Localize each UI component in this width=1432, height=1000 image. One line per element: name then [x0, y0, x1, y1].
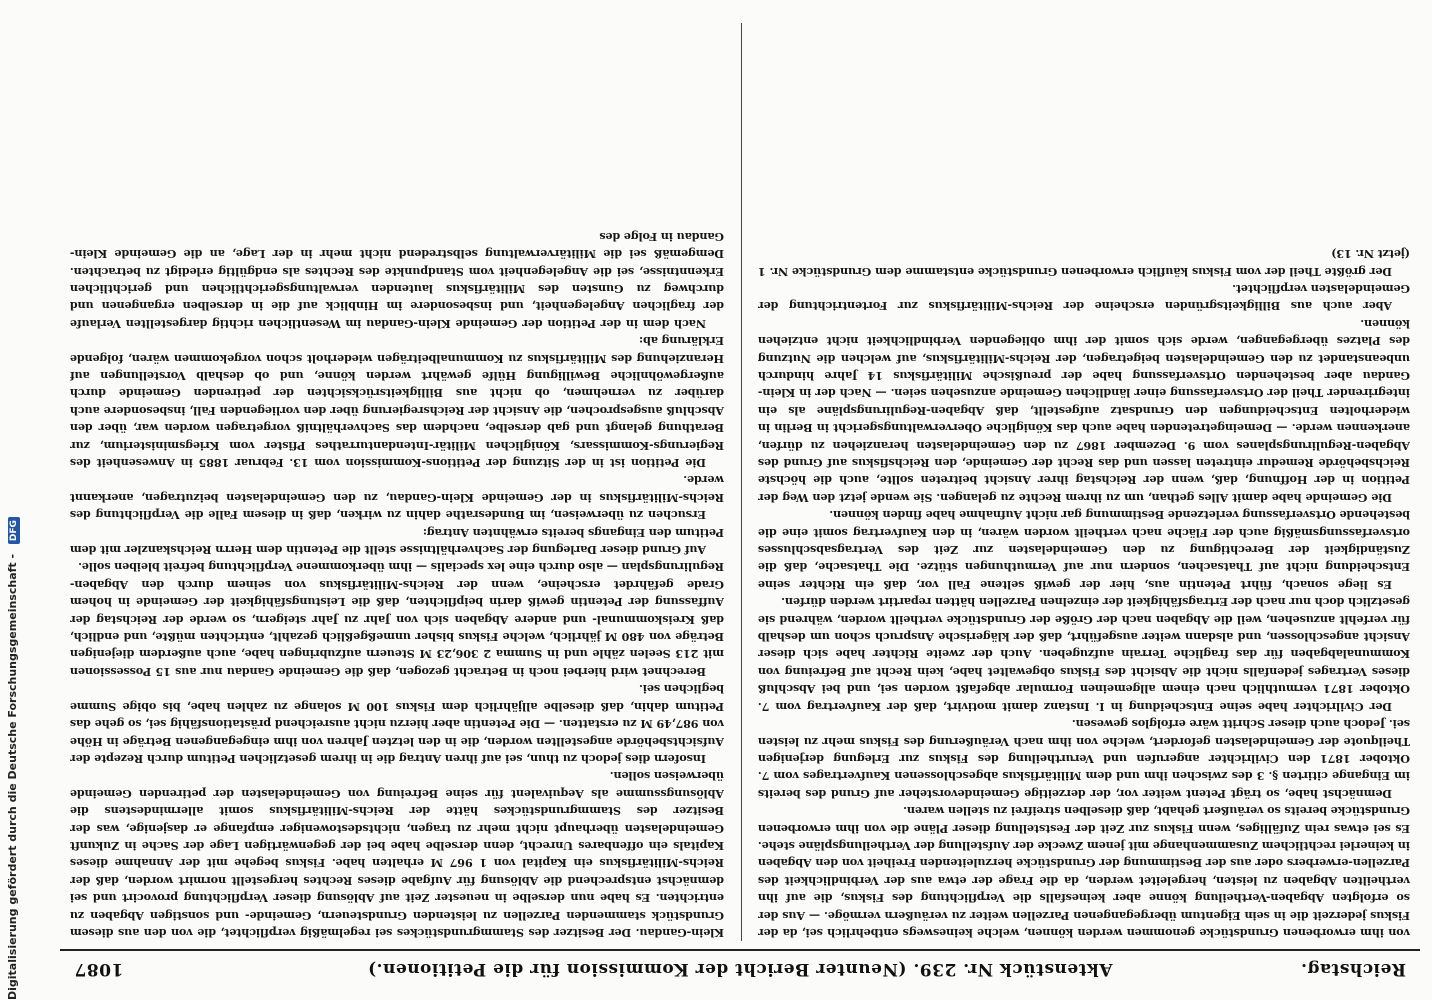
- rotated-sheet: [60, 10, 1420, 985]
- dfg-logo: DFG: [8, 517, 20, 544]
- paragraph: von ihm erworbenen Grundstücke genommen werden können, welche keineswegs entbehrlich sei, da der Fiskus jederzeit die in sein Eigentum übergegangenen Parzellen weiter zu veräußern vermöge. — Aus der so erfolgten Abgaben-Vertheilung könne aber keinesfalls die Verpflichtung des Fiskus, die auf ihn vertheilten Abgaben zu leisten, hergeleitet werden, da die Frage der etwa aus der Verbindlichkeit des Parzellen-erwerbers oder aus der Bestimmung der Grundstücke herzuleitenden Freiheit von den Abgaben in keinerlei rechtlichem Zusammenhange mit jenem Zwecke der Aufstellung der Vertheilungspläne stehe. Es sei etwas rein Zufälliges, wenn Fiskus zur Zeit der Feststellung dieser Pläne die von ihm erworbenen Grundstücke bereits so veräußert gehabt, daß dieselben streifrei zu stellen waren.: [758, 804, 1410, 940]
- paragraph: Klein-Gandau. Der Besitzer des Stammgrundstückes sei regelmäßig verpflichtet, die von den aus diesem Grundstück stammenden Parzellen zu leistenden Grundsteuern, Gemeinde- und sonstigen Abgaben zu entrichten. Es habe nun derselbe in neuester Zeit auf Ablösung dieser Verpflichtung provocirt und sei demnächst entsprechend die Ablösung für Aufgabe dieses Rechtes hergestellt normirt worden, daß der Reichs-Militärfiskus ein Kapital von 1 967 M erhalten habe. Fiskus begehe mit der Annahme dieses Kapitals ein offenbares Unrecht, denn derselbe habe bei der gegenwärtigen Lage der Sache in Zukunft Gemeindelasten überhaupt nicht mehr zu tragen, nichtsdestoweniger empfange er dasjenige, was der Besitzer des Stammgrundstückes hätte der Reichs-Militärfiskus somit allermindestens die Ablösungssumme als Aequivalent für seine Befreiung von Gemeindelasten der petirenden Gemeinde überweisen sollen.: [70, 769, 724, 940]
- paragraph: Ersuchen zu überweisen, im Bundesrathe dahin zu wirken, daß in diesem Falle die Verpflichtung des Reichs-Militärfiskus in der Gemeinde Klein-Gandau, zu den Gemeindelasten beizutragen, anerkannt werde.: [70, 473, 724, 523]
- left-text-column: [758, 21, 1410, 941]
- running-header: [60, 949, 1420, 985]
- page-number: 1087: [74, 959, 124, 979]
- paragraph: Insofern dies jedoch zu thun, sei auf ihren Antrag die in ihrem gesetzlichen Petitum durch Rezepte der Aufsichtsbehörde angestellten worden, die in den letzten Jahren von ihm eingegangenen Beträge in Höhe von 987,49 M zu erstatten. — Die Petentin aber hierzu nicht ausreichend prästationsfähig sei, so gehe das Petitum dahin, daß dieselbe alljährlich dem Fiskus 100 M solange zu zahlen habe, bis obige Summe beglichen sei.: [70, 682, 724, 766]
- paragraph: Nach dem in der Petition der Gemeinde Klein-Gandau im Wesentlichen richtig dargestellten Verlaufe der fraglichen Angelegenheit, und insbesondere im Hinblick auf die in derselben ergangenen und durchweg zu Gunsten des Militärfiskus lautenden verwaltungsgerichtlichen und gerichtlichen Erkenntnisse, sei die Angelegenheit vom Standpunkte des Rechtes als endgültig erledigt zu betrachten. Demgemäß sei die Militärverwaltung selbstredend nicht mehr in der Lage, an die Gemeinde Klein-Gandau in Folge des: [70, 229, 724, 331]
- right-text-column: [70, 21, 724, 941]
- paragraph: Der Civilrichter habe seine Entscheidung in I. Instanz damit motivirt, daß der Kaufvertrag vom 7. Oktober 1871 vermuthlich nach einem allgemeinen Formular abgefaßt worden sei, und bei Abschluß dieses Vertrages jedenfalls nicht die Absicht des Fiskus obgewaltet habe, kein Recht auf Befreiung von Kommunalabgaben für das fragliche Terrain aufzugeben. Auch der zweite Richter habe sich dieser Ansicht angeschlossen, und alsdann weiter ausgeführt, daß der klägerische Anspruch schon um deshalb für verfehlt anzusehen, weil die Abgaben nach der Größe der Grundstücke vertheilt worden, während sie gesetzlich doch nur nach der Ertragsfähigkeit der einzelnen Parzellen hätten repartirt werden dürfen.: [758, 595, 1410, 714]
- header-left: Reichstag.: [1300, 959, 1406, 979]
- column-divider: [741, 23, 742, 941]
- paragraph: Es liege sonach, führt Petentin aus, hier der gewiß seltene Fall vor, daß ein Richter seine Entscheidung nicht auf Thatsachen, sondern nur auf Vermuthungen stütze. Die Thatsache, daß die Zuständigkeit der Berechtigung zu den Gemeindelasten zur Zeit des Vertragsabschlusses ortsverfassungsmäßig auch der Fläche nach vertheilt worden wären, in den Kaufvertrag somit eine die bestehende Ortsverfassung verletzende Bestimmung gar nicht Aufnahme habe finden können.: [758, 508, 1410, 592]
- header-title: Aktenstück Nr. 239. (Neunter Bericht der Kommission für die Petitionen.): [367, 959, 1113, 979]
- paragraph: Auf Grund dieser Darlegung der Sachverhältnisse stellt die Petentin dem Herrn Reichskanzler mit dem Petitum den Eingangs bereits erwähnten Antrag:: [70, 525, 724, 558]
- paragraph: Aber auch aus Billigkeitsgründen erscheine der Reichs-Militärfiskus zur Fortentrichtung der Gemeindelasten verpflichtet.: [758, 281, 1410, 314]
- digitization-credit-text: Digitalisierung gefördert durch die Deutsche Forschungsgemeinschaft -: [6, 553, 19, 1000]
- paragraph: Die Gemeinde habe damit Alles gethan, um zu ihrem Rechte zu gelangen. Sie wende jetzt den Weg der Petition in der Hoffnung, daß, wenn der Reichstag ihrer Ansicht beitreten sollte, auch die höchste Reichsbehörde Remedur eintreten lassen und das Recht der Gemeinde, den Reichsfiskus auf Grund des Abgaben-Regulirungsplanes vom 9. Dezember 1867 zu den Gemeindelasten heranziehen zu dürfen, anerkennen werde. — Demeingetretenden habe auch das Königliche Oberverwaltungsgericht in Berlin in wiederholten Entscheidungen den Grundsatz aufgestellt, daß Abgaben-Regulirungspläne als ein integrirender Theil der Ortsverfassung einer ländlichen Gemeinde anzusehen seien. — Nach der in Klein-Gandau aber bestehenden Ortsverfassung habe der preußische Militärfiskus 14 Jahre hindurch unbeanstandet zu den Gemeindelasten beigetragen, der Reichs-Militärfiskus, auf welchen die Nutzung des Platzes übergegangen, werde sich somit der ihm obliegenden Verbindlichkeit nicht entziehen können.: [758, 316, 1410, 505]
- digitization-credit: [6, 0, 28, 1000]
- paragraph: Berechnet wird hierbei noch in Betracht gezogen, daß die Gemeinde Gandau nur aus 15 Possessionen mit 213 Seelen zähle und in Summa 2 306,23 M Steuern aufzubringen habe, auch außerdem diejenigen Beträge von 480 M jährlich, welche Fiskus bisher unmeßgeßlich gezahlt, entrichten müßte, und endlich, daß Kreiskommunal- und andere Abgaben sich von Jahr zu Jahr steigern, so werde der Reichstag der Auffassung der Petentin gewiß darin beipflichten, daß die Leistungsfähigkeit der Gemeinde in hohem Grade gefährdet erscheine, wenn der Reichs-Militärfiskus von seinem durch den Abgaben-Regulirungsplan — also durch eine lex specialis — ihm überkommene Verpflichtung befreit bleiben solle.: [70, 560, 724, 679]
- paragraph: Die Petition ist in der Sitzung der Petitions-Kommission vom 13. Februar 1885 in Anwesenheit des Regierungs-Kommissars, Königlichen Militär-Intendanturrathes Pfister vom Kriegsministerium, zur Berathung gelangt und gab derselbe, nachdem das Sachverhältniß vorgetragen worden war, über den Abschluß ausgesprochen, die Ansicht der Reichsregierung über den vorliegenden Fall, insbesondere auch darüber zu vernehmen, ob nicht aus Billigkeitsrücksichten der petirenden Gemeinde durch außergewöhnliche Bewilligung Hülfe gewährt werden könne, und ob deshalb Vorstellungen auf Heranziehung des Militärfiskus zu Kommunalbeiträgen wiederholt schon vorgekommen wären, folgende Erklärung ab:: [70, 334, 724, 471]
- paragraph: Demnächst habe, so trägt Petent weiter vor, der derzeitige Gemeindevorsteher auf Grund des bereits im Eingange citirten §. 3 des zwischen ihm und dem Militärfiskus abgeschlossenen Kaufvertrages vom 7. Oktober 1871 den Civilrichter angerufen und Verurtheilung des Fiskus zur Erlegung derjenigen Theilquote der Gemeindelasten gefordert, welche von ihm nach Veräußerung des Fiskus mehr zu leisten sei. Jedoch auch dieser Schritt wäre erfolglos gewesen.: [758, 717, 1410, 801]
- paragraph: Der größte Theil der vom Fiskus käuflich erworbenen Grundstücke entstamme dem Grundstücke Nr. 1 (jetzt Nr. 13): [758, 247, 1410, 279]
